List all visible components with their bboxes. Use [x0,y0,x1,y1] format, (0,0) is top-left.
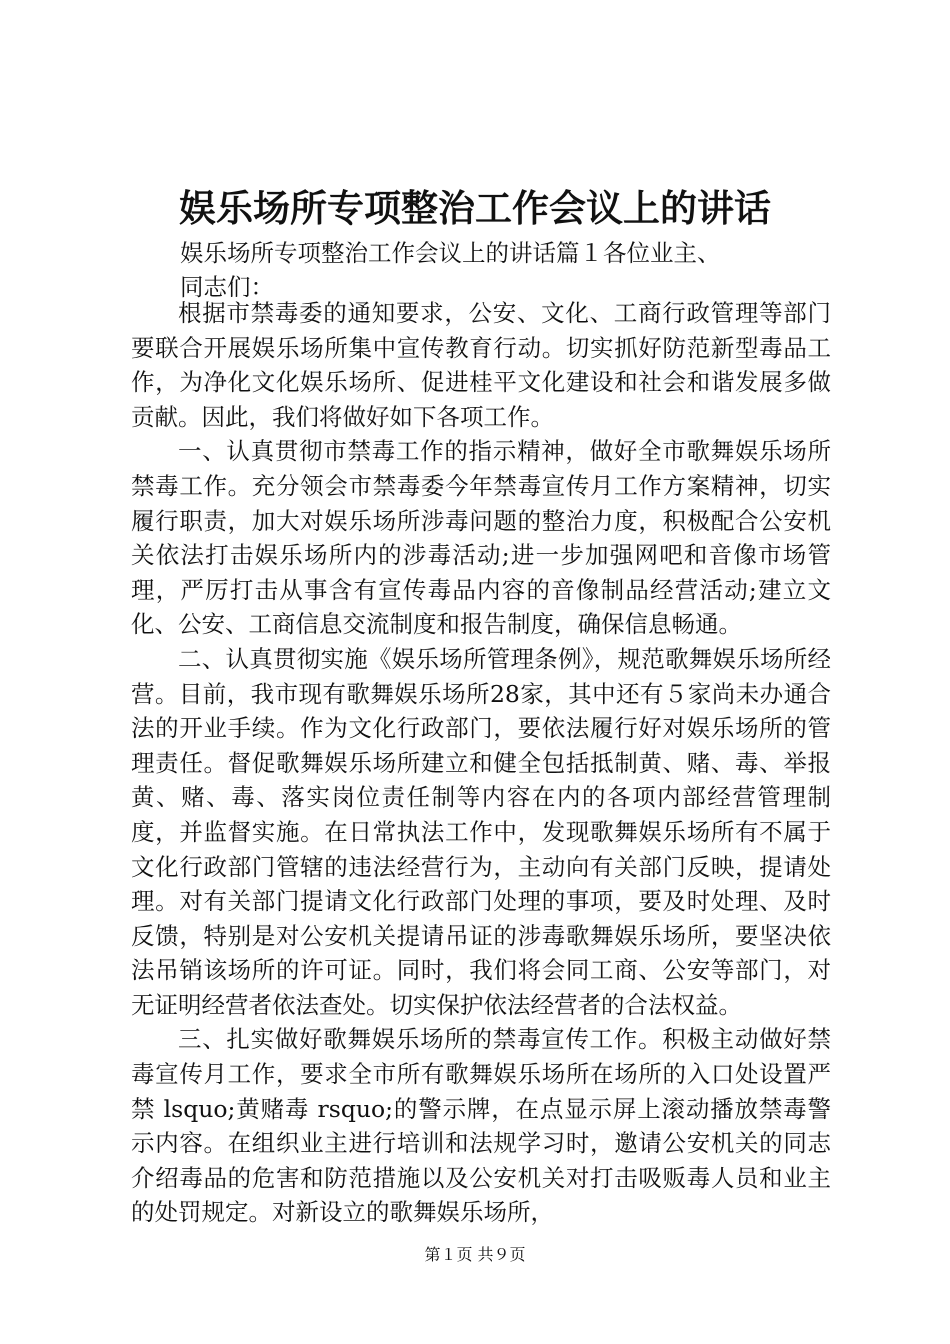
paragraph: 二、认真贯彻实施《娱乐场所管理条例》，规范歌舞娱乐场所经营。目前，我市现有歌舞娱乐场所28家，其中还有５家尚未办通合法的开业手续。作为文化行政部门，要依法履行好对娱乐场所的管理责任。督促歌舞娱乐场所建立和健全包括抵制黄、赌、毒、举报黄、赌、毒、落实岗位责任制等内容在内的各项内部经营管理制度，并监督实施。在日常执法工作中，发现歌舞娱乐场所有不属于文化行政部门管辖的违法经营行为，主动向有关部门反映，提请处理。对有关部门提请文化行政部门处理的事项，要及时处理、及时反馈，特别是对公安机关提请吊证的涉毒歌舞娱乐场所，要坚决依法吊销该场所的许可证。同时，我们将会同工商、公安等部门，对无证明经营者依法查处。切实保护依法经营者的合法权益。 [131,644,831,1019]
paragraph: 根据市禁毒委的通知要求，公安、文化、工商行政管理等部门要联合开展娱乐场所集中宣传教育行动。切实抓好防范新型毒品工作，为净化文化娱乐场所、促进桂平文化建设和社会和谐发展多做贡献。因此，我们将做好如下各项工作。 [131,299,831,431]
intro-block [180,236,880,304]
page-footer: 第１页 共９页 [424,1245,526,1264]
intro-line-2: 同志们： [180,273,274,301]
document-body [131,296,831,1230]
intro-line-1: 娱乐场所专项整治工作会议上的讲话篇１各位业主、 [180,239,721,267]
paragraph: 三、扎实做好歌舞娱乐场所的禁毒宣传工作。积极主动做好禁毒宣传月工作，要求全市所有歌舞娱乐场所在场所的入口处设置严禁 lsquo;黄赌毒 rsquo;的警示牌，在点显示屏上滚动播放禁毒警示内容。在组织业主进行培训和法规学习时，邀请公安机关的同志介绍毒品的危害和防范措施以及公安机关对打击吸贩毒人员和业主的处罚规定。对新设立的歌舞娱乐场所， [131,1025,831,1227]
document-title: 娱乐场所专项整治工作会议上的讲话 [179,186,771,230]
paragraph: 一、认真贯彻市禁毒工作的指示精神，做好全市歌舞娱乐场所禁毒工作。充分领会市禁毒委今年禁毒宣传月工作方案精神，切实履行职责，加大对娱乐场所涉毒问题的整治力度，积极配合公安机关依法打击娱乐场所内的涉毒活动;进一步加强网吧和音像市场管理，严厉打击从事含有宣传毒品内容的音像制品经营活动;建立文化、公安、工商信息交流制度和报告制度，确保信息畅通。 [131,437,831,639]
